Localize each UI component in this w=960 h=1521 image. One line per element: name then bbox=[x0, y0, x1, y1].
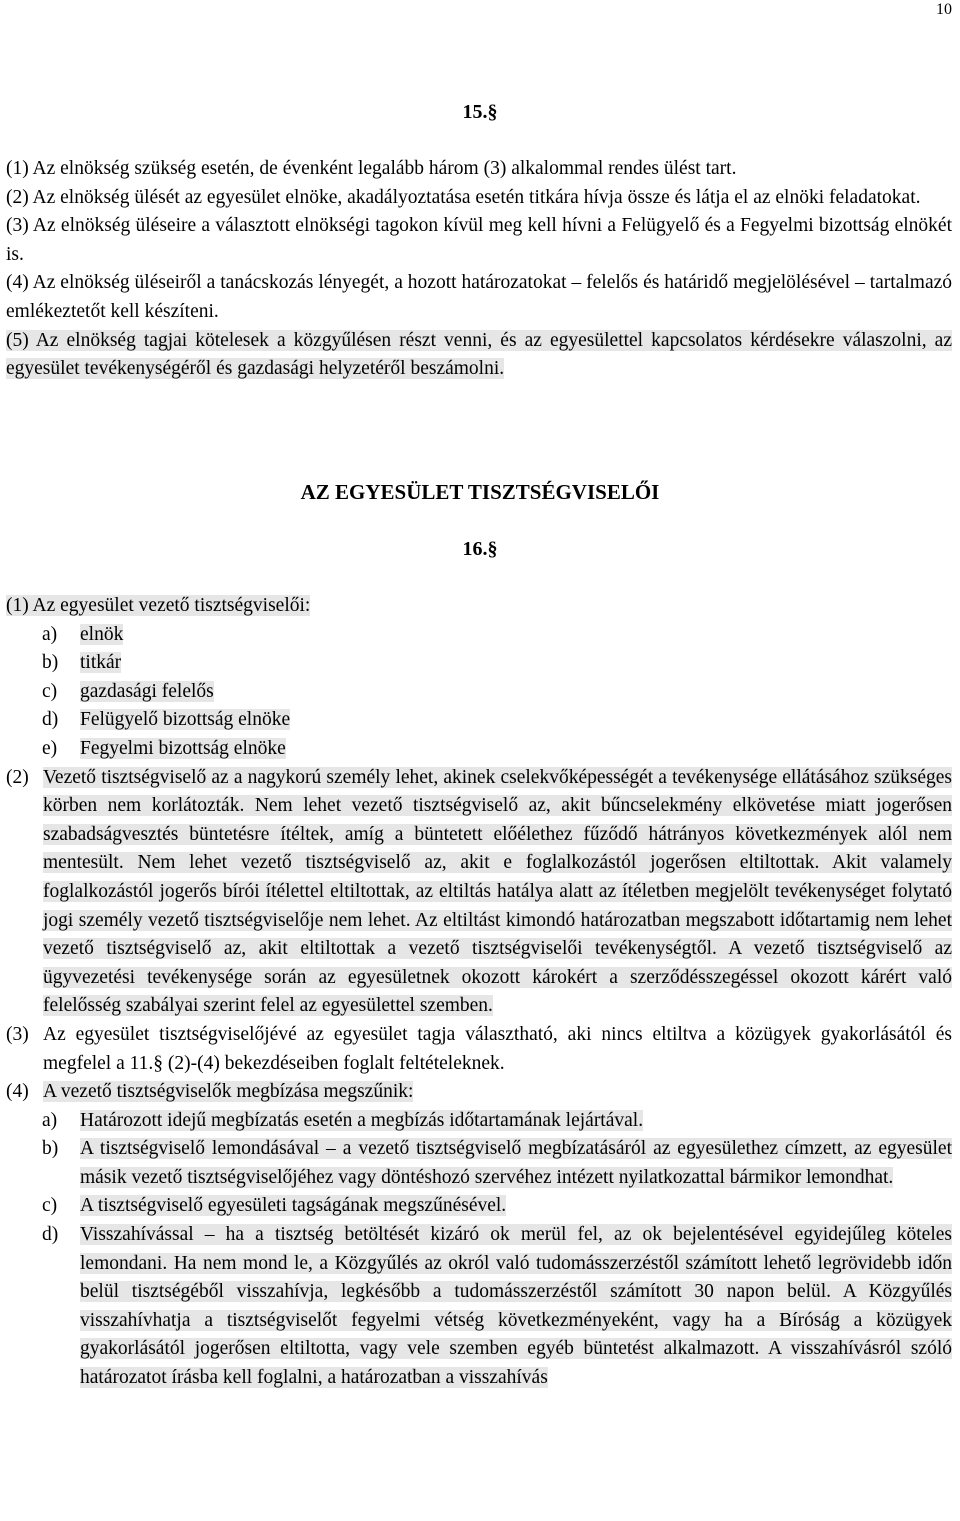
s15-paragraph-4: (4) Az elnökség üléseiről a tanácskozás lényegét, a hozott határozatokat – felelős és határidő megjelölésével – tartalmazó emlékeztetőt kell készíteni. bbox=[6, 272, 952, 322]
list-item-text: Fegyelmi bizottság elnöke bbox=[80, 737, 286, 759]
s15-paragraph-3: (3) Az elnökség üléseire a választott elnökségi tagokon kívül meg kell hívni a Felügyelő és a Fegyelmi bizottság elnökét is. bbox=[6, 215, 952, 265]
page-number: 10 bbox=[936, 1, 952, 18]
section-15-title: 15.§ bbox=[462, 101, 498, 123]
s16-paragraph-1-intro bbox=[0, 592, 960, 621]
list-item bbox=[0, 678, 960, 707]
list-item-text: A tisztségviselő egyesületi tagságának megszűnésével. bbox=[80, 1195, 507, 1217]
list-item-letter: c) bbox=[42, 1195, 58, 1217]
list-item bbox=[0, 1192, 960, 1221]
list-item bbox=[0, 621, 960, 650]
chapter-title: AZ EGYESÜLET TISZTSÉGVISELŐI bbox=[300, 480, 660, 504]
s15-paragraph-1: (1) Az elnökség szükség esetén, de évenként legalább három (3) alkalommal rendes ülést tart. bbox=[6, 158, 737, 179]
section-16-body bbox=[0, 592, 960, 1393]
s16-paragraph-4-text: A vezető tisztségviselők megbízása megszűnik: bbox=[43, 1081, 414, 1103]
s16-paragraph-1-intro-text: (1) Az egyesület vezető tisztségviselői: bbox=[6, 595, 311, 616]
list-item-text: Felügyelő bizottság elnöke bbox=[80, 709, 291, 731]
list-item-letter: a) bbox=[42, 1109, 58, 1131]
s16-paragraph-4 bbox=[0, 1078, 960, 1107]
list-item bbox=[0, 1107, 960, 1136]
paragraph-number: (3) bbox=[6, 1023, 29, 1045]
list-item-letter: e) bbox=[42, 737, 58, 759]
list-item bbox=[0, 735, 960, 764]
list-item-letter: d) bbox=[42, 709, 59, 731]
section-16-title: 16.§ bbox=[462, 538, 498, 560]
s16-paragraph-2 bbox=[0, 764, 960, 1021]
section-15-body bbox=[0, 155, 960, 384]
list-item-text: gazdasági felelős bbox=[80, 680, 214, 702]
list-item-text: elnök bbox=[80, 623, 124, 645]
list-item-text: titkár bbox=[80, 652, 122, 674]
s16-paragraph-2-text: Vezető tisztségviselő az a nagykorú személy lehet, akinek cselekvőképességét a tevékenysége ellátásához szükséges körben nem korlátozták. Nem lehet vezető tisztségviselő az, akit bűncselekmény elkövetése miatt jogerősen szabadságvesztés büntetésre ítéltek, amíg a büntetett előélethez fűződő hátrányos következmények alól nem mentesült. Nem lehet vezető tisztségviselő az, akit e foglalkozástól jogerősen eltiltottak. Akit valamely foglalkozástól jogerős bírói ítélettel eltiltottak, az eltiltás hatálya alatt az ítéletben megjelölt tevékenységet folytató jogi személy vezető tisztségviselője nem lehet. Az eltiltást kimondó határozatban megszabott időtartamig nem lehet vezető tisztségviselő az, akit eltiltottak a vezető tisztségviselői tevékenységtől. A vezető tisztségviselő az ügyvezetési tevékenysége során az egyesületnek okozott károkért a szerződésszegéssel okozott kárért való felelősség szabályai szerint felel az egyesülettel szemben. bbox=[43, 766, 952, 1017]
list-item bbox=[0, 649, 960, 678]
list-item-letter: b) bbox=[42, 1138, 59, 1160]
paragraph-number: (4) bbox=[6, 1081, 29, 1103]
list-item-letter: c) bbox=[42, 680, 58, 702]
s15-paragraph-5 bbox=[0, 327, 960, 384]
list-item-text: Határozott idejű megbízatás esetén a megbízás időtartamának lejártával. bbox=[80, 1109, 644, 1131]
list-item bbox=[0, 1221, 960, 1393]
list-item-text: A tisztségviselő lemondásával – a vezető tisztségviselő megbízatásáról az egyesülethez címzett, az egyesület másik vezető tisztségviselőjéhez vagy döntéshozó szervéhez intézett nyilatkozattal bármikor lemondhat. bbox=[80, 1138, 952, 1188]
list-item-letter: d) bbox=[42, 1224, 59, 1246]
s15-paragraph-2: (2) Az elnökség ülését az egyesület elnöke, akadályoztatása esetén titkára hívja össze és látja el az elnöki feladatokat. bbox=[6, 186, 921, 208]
list-item-letter: a) bbox=[42, 623, 58, 645]
paragraph-number: (2) bbox=[6, 766, 29, 788]
list-item bbox=[0, 706, 960, 735]
list-item-letter: b) bbox=[42, 652, 59, 674]
s16-paragraph-3-text: Az egyesület tisztségviselőjévé az egyesület tagja választható, aki nincs eltiltva a közügyek gyakorlásától és megfelel a 11.§ (2)-(4) bekezdéseiben foglalt feltételeknek. bbox=[43, 1023, 952, 1074]
list-item-text: Visszahívással – ha a tisztség betöltését kizáró ok merül fel, az ok bejelentésével egyidejűleg köteles lemondani. Ha nem mond le, a Közgyűlés az okról való tudomásszerzéstől számított lehető legrövidebb időn belül tisztségéből visszahívja, legkésőbb a tudomásszerzéstől számított 30 napon belül. A Közgyűlés visszahívhatja a tisztségviselőt fegyelmi vétség következményeként, vagy ha a Bíróság a közügyek gyakorlásától jogerősen eltiltotta, vagy vele szemben egyéb büntetést alkalmazott. A visszahívásról szóló határozatot írásba kell foglalni, a határozatban a visszahívás bbox=[80, 1224, 952, 1389]
s15-paragraph-5-text: (5) Az elnökség tagjai kötelesek a közgyűlésen részt venni, és az egyesülettel kapcsolatos kérdésekre válaszolni, az egyesület tevékenységéről és gazdasági helyzetéről beszámolni. bbox=[6, 329, 952, 380]
s16-paragraph-3 bbox=[0, 1021, 960, 1078]
list-item bbox=[0, 1135, 960, 1192]
